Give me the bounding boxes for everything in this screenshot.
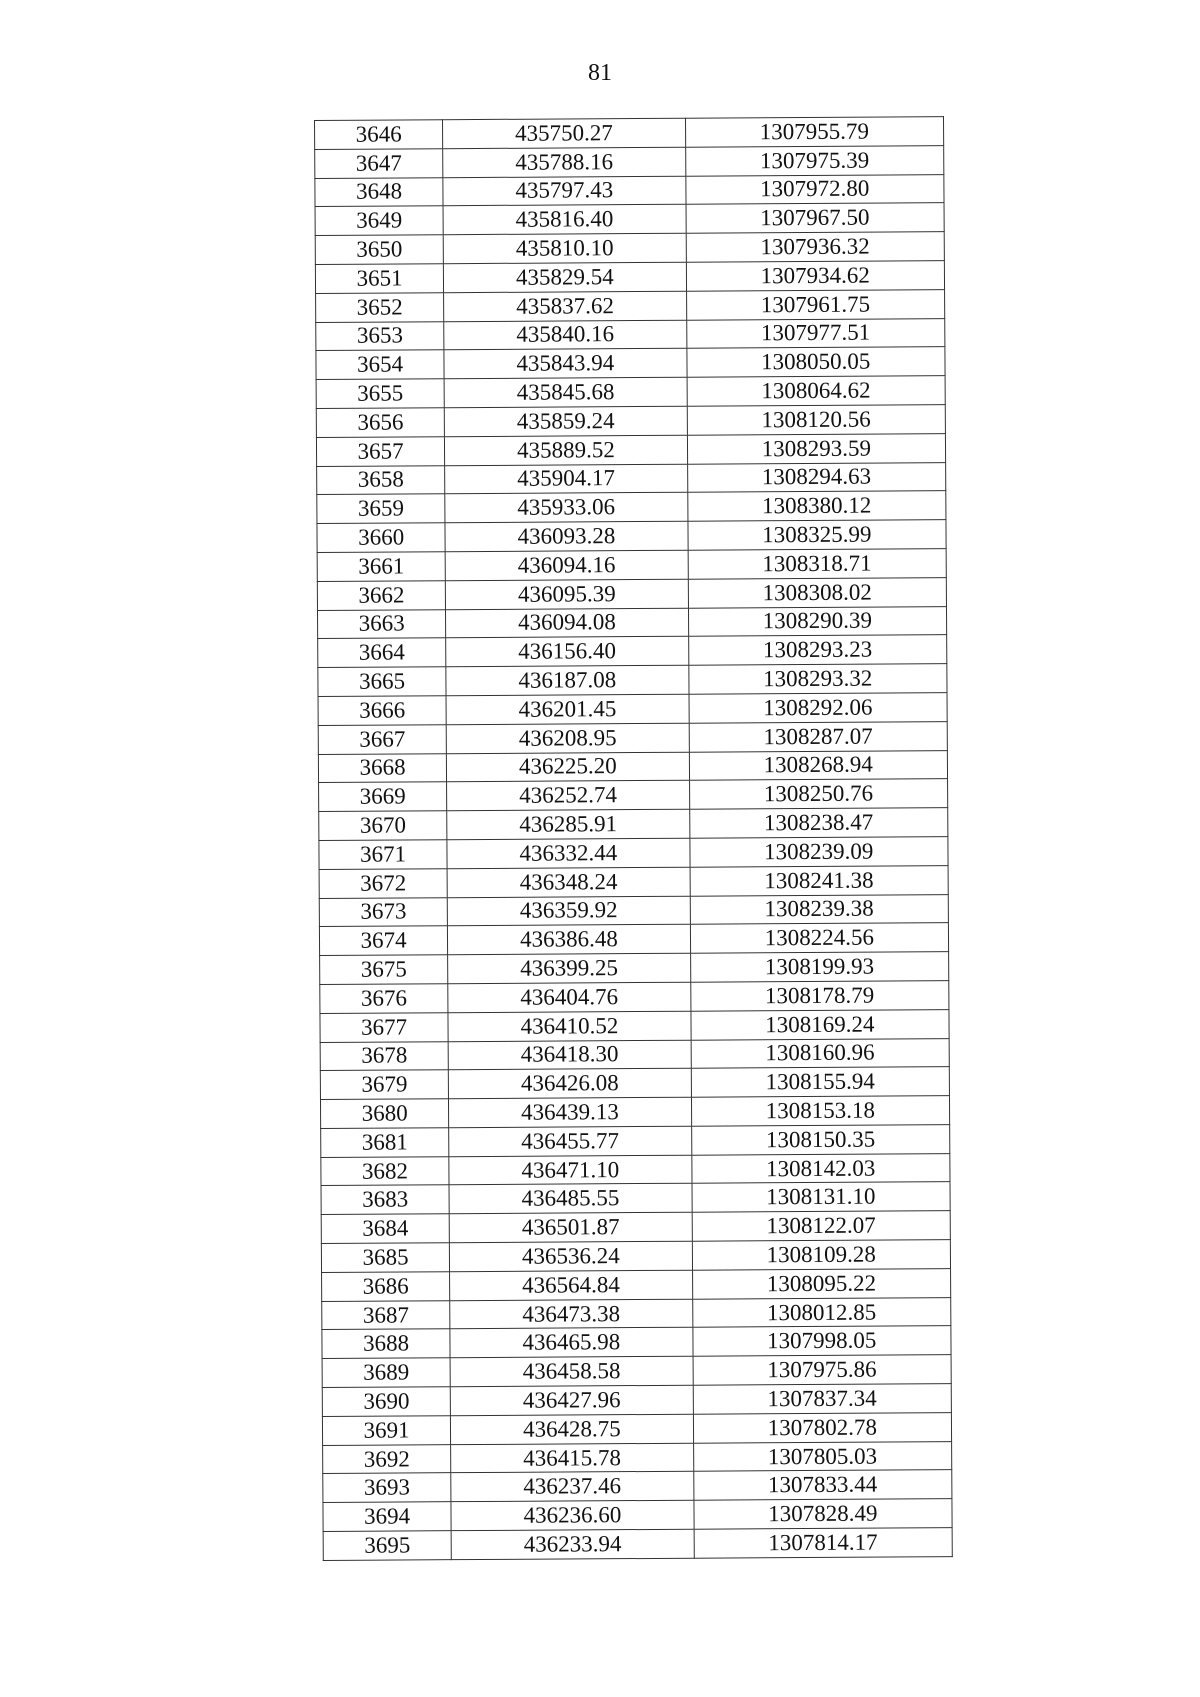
- x-coordinate-cell: 436455.77: [449, 1126, 692, 1156]
- x-coordinate-cell: 435816.40: [443, 205, 686, 235]
- y-coordinate-cell: 1307805.03: [693, 1441, 952, 1471]
- x-coordinate-cell: 436156.40: [446, 637, 689, 667]
- y-coordinate-cell: 1307975.86: [693, 1355, 952, 1385]
- point-number-cell: 3665: [318, 667, 446, 697]
- y-coordinate-cell: 1307972.80: [685, 174, 944, 204]
- y-coordinate-cell: 1307934.62: [686, 261, 945, 291]
- y-coordinate-cell: 1308155.94: [691, 1067, 950, 1097]
- table-row: [317, 606, 946, 639]
- point-number-cell: 3662: [317, 580, 445, 610]
- x-coordinate-cell: 436208.95: [446, 723, 689, 753]
- point-number-cell: 3686: [322, 1272, 450, 1302]
- x-coordinate-cell: 435840.16: [444, 320, 687, 350]
- x-coordinate-cell: 436093.28: [445, 521, 688, 551]
- y-coordinate-cell: 1308120.56: [687, 405, 946, 435]
- point-number-cell: 3683: [321, 1185, 449, 1215]
- y-coordinate-cell: 1308308.02: [688, 577, 947, 607]
- x-coordinate-cell: 435837.62: [444, 291, 687, 321]
- x-coordinate-cell: 436415.78: [451, 1443, 694, 1473]
- table-row: [315, 145, 944, 178]
- point-number-cell: 3660: [317, 523, 445, 553]
- point-number-cell: 3674: [319, 926, 447, 956]
- point-number-cell: 3656: [316, 408, 444, 438]
- x-coordinate-cell: 436465.98: [450, 1328, 693, 1358]
- point-number-cell: 3667: [318, 724, 446, 754]
- y-coordinate-cell: 1308160.96: [691, 1038, 950, 1068]
- point-number-cell: 3650: [315, 235, 443, 265]
- table-row: [323, 1528, 952, 1561]
- point-number-cell: 3653: [316, 321, 444, 351]
- y-coordinate-cell: 1308241.38: [690, 865, 949, 895]
- y-coordinate-cell: 1308293.23: [688, 635, 947, 665]
- table-row: [320, 1038, 949, 1071]
- x-coordinate-cell: 436348.24: [447, 867, 690, 897]
- x-coordinate-cell: 435797.43: [443, 176, 686, 206]
- point-number-cell: 3691: [322, 1416, 450, 1446]
- table-row: [322, 1355, 951, 1388]
- point-number-cell: 3670: [319, 811, 447, 841]
- point-number-cell: 3669: [319, 782, 447, 812]
- x-coordinate-cell: 436094.16: [445, 550, 688, 580]
- y-coordinate-cell: 1307802.78: [693, 1412, 952, 1442]
- y-coordinate-cell: 1307828.49: [694, 1499, 953, 1529]
- table-row: [320, 952, 949, 985]
- y-coordinate-cell: 1307955.79: [685, 117, 944, 147]
- y-coordinate-cell: 1308131.10: [692, 1182, 951, 1212]
- table-row: [315, 117, 944, 150]
- y-coordinate-cell: 1308293.32: [688, 664, 947, 694]
- point-number-cell: 3655: [316, 379, 444, 409]
- y-coordinate-cell: 1307936.32: [686, 232, 945, 262]
- table-row: [322, 1384, 951, 1417]
- x-coordinate-cell: 436439.13: [449, 1097, 692, 1127]
- table-row: [318, 693, 947, 726]
- table-row: [318, 635, 947, 668]
- point-number-cell: 3658: [317, 465, 445, 495]
- x-coordinate-cell: 436237.46: [451, 1472, 694, 1502]
- point-number-cell: 3673: [319, 897, 447, 927]
- y-coordinate-cell: 1308239.38: [690, 894, 949, 924]
- x-coordinate-cell: 435750.27: [443, 118, 686, 148]
- x-coordinate-cell: 436427.96: [450, 1385, 693, 1415]
- point-number-cell: 3647: [315, 149, 443, 179]
- page-number: 81: [588, 60, 612, 86]
- x-coordinate-cell: 436095.39: [446, 579, 689, 609]
- table-row: [320, 1009, 949, 1042]
- point-number-cell: 3687: [322, 1300, 450, 1330]
- point-number-cell: 3654: [316, 350, 444, 380]
- x-coordinate-cell: 435788.16: [443, 147, 686, 177]
- point-number-cell: 3694: [323, 1502, 451, 1532]
- x-coordinate-cell: 435859.24: [444, 406, 687, 436]
- y-coordinate-cell: 1308095.22: [692, 1269, 951, 1299]
- point-number-cell: 3657: [316, 436, 444, 466]
- x-coordinate-cell: 436201.45: [446, 694, 689, 724]
- y-coordinate-cell: 1308290.39: [688, 606, 947, 636]
- x-coordinate-cell: 436426.08: [449, 1069, 692, 1099]
- x-coordinate-cell: 436471.10: [449, 1155, 692, 1185]
- table-row: [316, 433, 945, 466]
- table-row: [316, 318, 945, 351]
- y-coordinate-cell: 1307814.17: [694, 1528, 953, 1558]
- y-coordinate-cell: 1308178.79: [690, 981, 949, 1011]
- point-number-cell: 3689: [322, 1358, 450, 1388]
- x-coordinate-cell: 435904.17: [445, 464, 688, 494]
- table-row: [315, 261, 944, 294]
- table-row: [319, 808, 948, 841]
- point-number-cell: 3676: [320, 984, 448, 1014]
- x-coordinate-cell: 436501.87: [449, 1212, 692, 1242]
- x-coordinate-cell: 435889.52: [445, 435, 688, 465]
- x-coordinate-cell: 435829.54: [444, 262, 687, 292]
- y-coordinate-cell: 1308109.28: [692, 1240, 951, 1270]
- point-number-cell: 3649: [315, 206, 443, 236]
- table-row: [322, 1412, 951, 1445]
- table-row: [316, 347, 945, 380]
- table-row: [316, 289, 945, 322]
- point-number-cell: 3664: [318, 638, 446, 668]
- x-coordinate-cell: 436458.58: [450, 1356, 693, 1386]
- x-coordinate-cell: 436187.08: [446, 665, 689, 695]
- point-number-cell: 3659: [317, 494, 445, 524]
- point-number-cell: 3679: [320, 1070, 448, 1100]
- point-number-cell: 3652: [316, 292, 444, 322]
- point-number-cell: 3672: [319, 868, 447, 898]
- table-row: [317, 462, 946, 495]
- x-coordinate-cell: 435810.10: [443, 233, 686, 263]
- point-number-cell: 3681: [321, 1128, 449, 1158]
- point-number-cell: 3646: [315, 120, 443, 150]
- table-row: [316, 376, 945, 409]
- y-coordinate-cell: 1307833.44: [693, 1470, 952, 1500]
- x-coordinate-cell: 435845.68: [444, 377, 687, 407]
- y-coordinate-cell: 1308239.09: [689, 837, 948, 867]
- table-row: [315, 174, 944, 207]
- y-coordinate-cell: 1308287.07: [689, 721, 948, 751]
- table-row: [323, 1470, 952, 1503]
- table-row: [318, 664, 947, 697]
- y-coordinate-cell: 1308142.03: [691, 1153, 950, 1183]
- point-number-cell: 3682: [321, 1156, 449, 1186]
- table-row: [319, 837, 948, 870]
- x-coordinate-cell: 436418.30: [448, 1040, 691, 1070]
- y-coordinate-cell: 1308169.24: [691, 1009, 950, 1039]
- y-coordinate-cell: 1308238.47: [689, 808, 948, 838]
- y-coordinate-cell: 1308380.12: [687, 491, 946, 521]
- point-number-cell: 3680: [320, 1099, 448, 1129]
- table-row: [318, 721, 947, 754]
- point-number-cell: 3678: [320, 1041, 448, 1071]
- coordinates-table-body: [315, 117, 953, 1561]
- y-coordinate-cell: 1308293.59: [687, 433, 946, 463]
- y-coordinate-cell: 1308250.76: [689, 779, 948, 809]
- point-number-cell: 3690: [322, 1387, 450, 1417]
- x-coordinate-cell: 436252.74: [447, 781, 690, 811]
- x-coordinate-cell: 435933.06: [445, 493, 688, 523]
- y-coordinate-cell: 1307977.51: [686, 318, 945, 348]
- table-row: [322, 1269, 951, 1302]
- table-row: [319, 779, 948, 812]
- x-coordinate-cell: 436473.38: [450, 1299, 693, 1329]
- x-coordinate-cell: 436386.48: [448, 925, 691, 955]
- x-coordinate-cell: 436428.75: [451, 1414, 694, 1444]
- table-row: [321, 1211, 950, 1244]
- y-coordinate-cell: 1308268.94: [689, 750, 948, 780]
- table-row: [321, 1153, 950, 1186]
- table-row: [322, 1326, 951, 1359]
- table-row: [321, 1125, 950, 1158]
- x-coordinate-cell: 436564.84: [450, 1270, 693, 1300]
- y-coordinate-cell: 1308122.07: [692, 1211, 951, 1241]
- y-coordinate-cell: 1308012.85: [692, 1297, 951, 1327]
- y-coordinate-cell: 1307837.34: [693, 1384, 952, 1414]
- x-coordinate-cell: 436399.25: [448, 953, 691, 983]
- point-number-cell: 3688: [322, 1329, 450, 1359]
- point-number-cell: 3693: [323, 1473, 451, 1503]
- x-coordinate-cell: 436094.08: [446, 608, 689, 638]
- table-row: [319, 865, 948, 898]
- y-coordinate-cell: 1308064.62: [687, 376, 946, 406]
- x-coordinate-cell: 436236.60: [451, 1500, 694, 1530]
- table-row: [315, 203, 944, 236]
- table-row: [315, 232, 944, 265]
- y-coordinate-cell: 1308325.99: [688, 520, 947, 550]
- x-coordinate-cell: 436404.76: [448, 982, 691, 1012]
- y-coordinate-cell: 1308153.18: [691, 1096, 950, 1126]
- x-coordinate-cell: 436233.94: [451, 1529, 694, 1559]
- y-coordinate-cell: 1307961.75: [686, 289, 945, 319]
- x-coordinate-cell: 436332.44: [447, 838, 690, 868]
- point-number-cell: 3692: [323, 1444, 451, 1474]
- table-row: [317, 577, 946, 610]
- table-row: [320, 1096, 949, 1129]
- x-coordinate-cell: 436285.91: [447, 809, 690, 839]
- point-number-cell: 3661: [317, 552, 445, 582]
- y-coordinate-cell: 1308050.05: [686, 347, 945, 377]
- y-coordinate-cell: 1308292.06: [689, 693, 948, 723]
- point-number-cell: 3684: [321, 1214, 449, 1244]
- table-row: [319, 894, 948, 927]
- table-row: [317, 520, 946, 553]
- table-row: [322, 1297, 951, 1330]
- table-row: [319, 923, 948, 956]
- table-row: [323, 1499, 952, 1532]
- y-coordinate-cell: 1308199.93: [690, 952, 949, 982]
- point-number-cell: 3666: [318, 696, 446, 726]
- x-coordinate-cell: 436536.24: [450, 1241, 693, 1271]
- table-row: [318, 750, 947, 783]
- y-coordinate-cell: 1307967.50: [686, 203, 945, 233]
- table-row: [317, 549, 946, 582]
- point-number-cell: 3695: [323, 1531, 451, 1561]
- point-number-cell: 3648: [315, 177, 443, 207]
- coordinates-table: [314, 116, 953, 1561]
- point-number-cell: 3663: [317, 609, 445, 639]
- y-coordinate-cell: 1308150.35: [691, 1125, 950, 1155]
- point-number-cell: 3685: [321, 1243, 449, 1273]
- table-row: [321, 1240, 950, 1273]
- point-number-cell: 3671: [319, 840, 447, 870]
- table-row: [321, 1182, 950, 1215]
- y-coordinate-cell: 1308224.56: [690, 923, 949, 953]
- y-coordinate-cell: 1307998.05: [692, 1326, 951, 1356]
- y-coordinate-cell: 1308294.63: [687, 462, 946, 492]
- point-number-cell: 3651: [315, 264, 443, 294]
- point-number-cell: 3677: [320, 1012, 448, 1042]
- y-coordinate-cell: 1308318.71: [688, 549, 947, 579]
- x-coordinate-cell: 435843.94: [444, 349, 687, 379]
- y-coordinate-cell: 1307975.39: [685, 145, 944, 175]
- table-row: [320, 981, 949, 1014]
- x-coordinate-cell: 436225.20: [447, 752, 690, 782]
- point-number-cell: 3668: [318, 753, 446, 783]
- table-row: [320, 1067, 949, 1100]
- table-row: [323, 1441, 952, 1474]
- x-coordinate-cell: 436359.92: [447, 896, 690, 926]
- table-row: [316, 405, 945, 438]
- point-number-cell: 3675: [320, 955, 448, 985]
- table-row: [317, 491, 946, 524]
- x-coordinate-cell: 436485.55: [449, 1184, 692, 1214]
- x-coordinate-cell: 436410.52: [448, 1011, 691, 1041]
